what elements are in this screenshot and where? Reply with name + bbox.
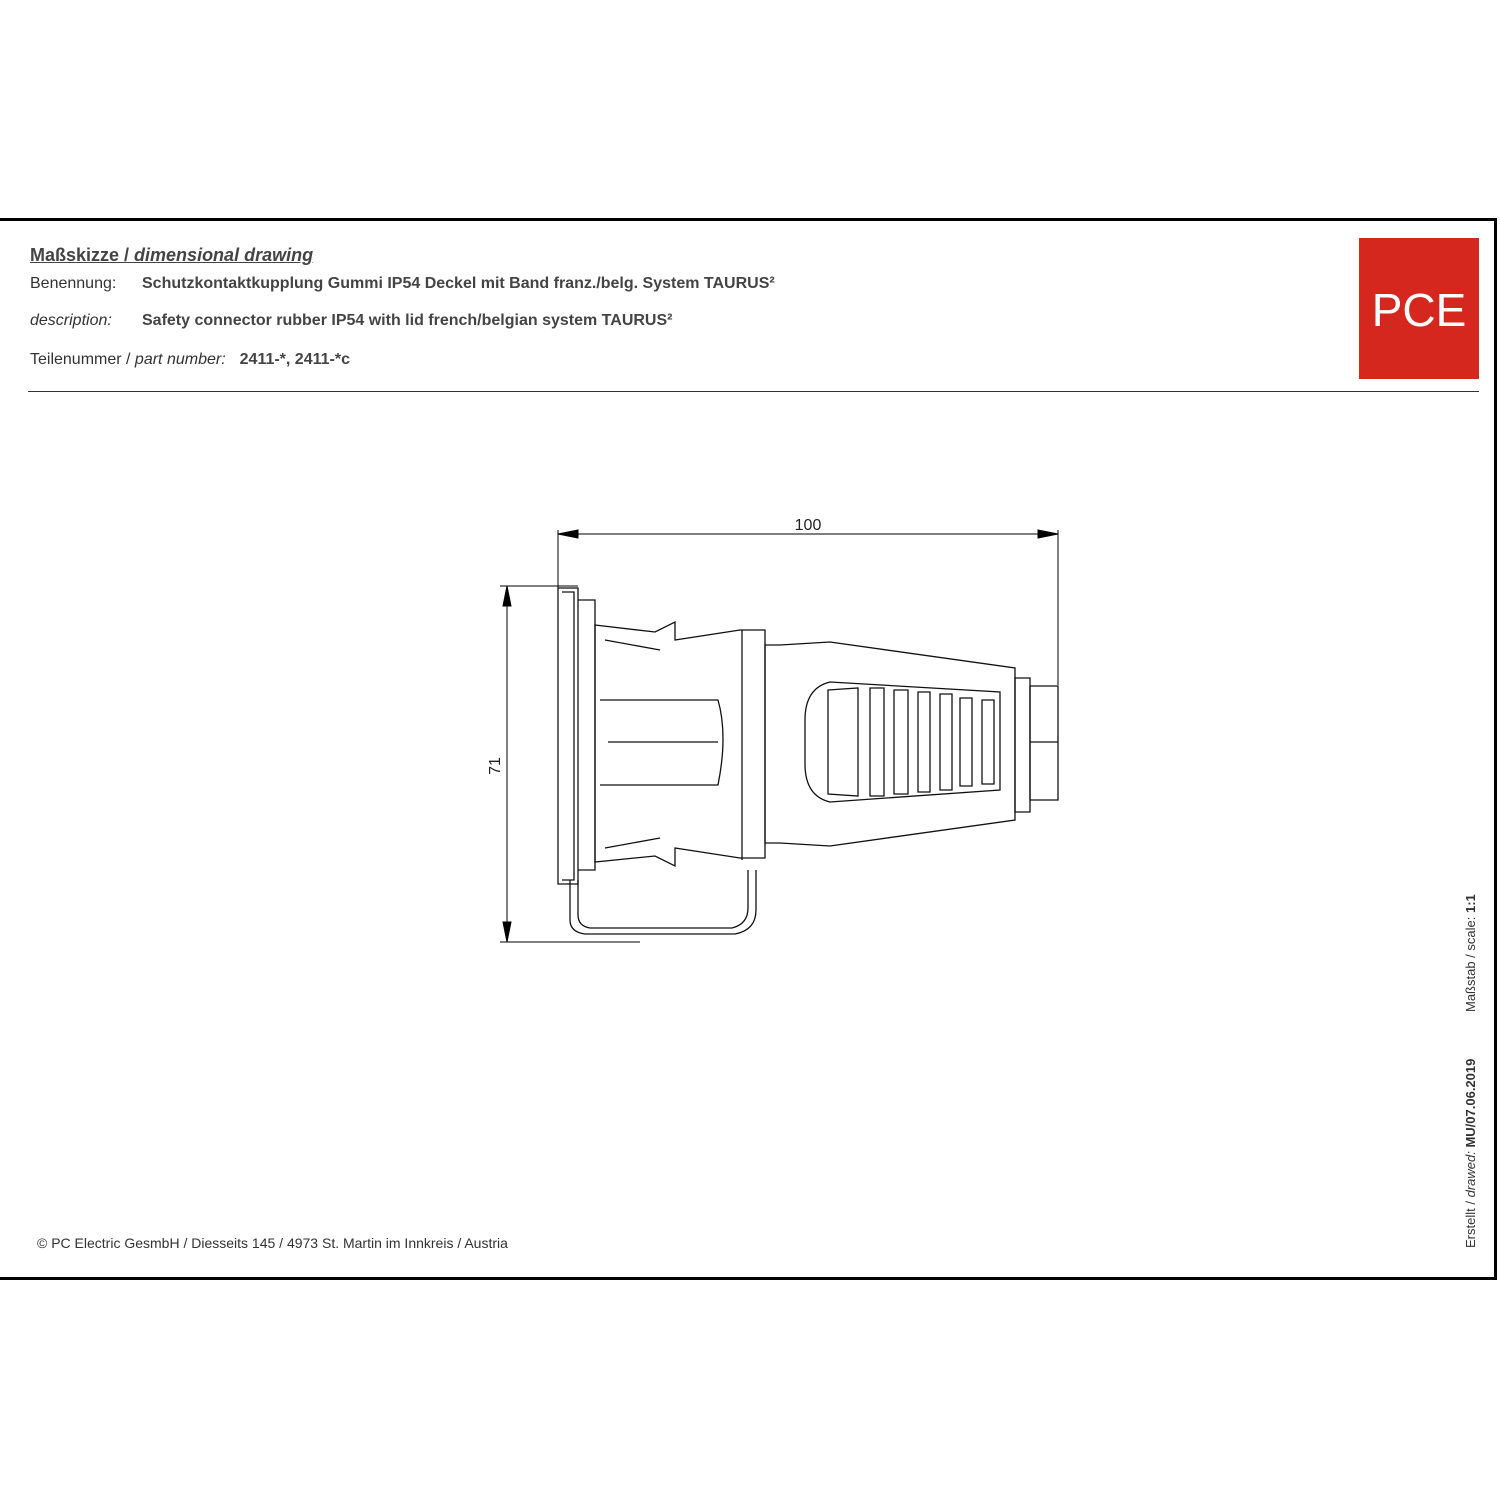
part-label-english: part number: [134, 351, 226, 368]
height-dimension-label: 71 [487, 757, 504, 775]
scale-text [1463, 894, 1478, 1012]
socket-body [595, 622, 765, 866]
drawn-by-text [1463, 1059, 1478, 1248]
title-german: Maßskizze / [30, 245, 135, 265]
width-arrow-right [1038, 530, 1058, 538]
description-value: Safety connector rubber IP54 with lid french/belgian system TAURUS² [142, 312, 673, 329]
lid-band-lines [605, 640, 660, 848]
part-number-value: 2411-*, 2411-*c [239, 351, 350, 368]
height-arrow-bottom [503, 922, 511, 942]
title-english: dimensional drawing [134, 245, 314, 265]
drawn-value: MU/07.06.2019 [1463, 1058, 1478, 1148]
name-label: Benennung: [30, 275, 117, 292]
face-plate-inner [562, 592, 574, 880]
lid-strap-inner [578, 870, 748, 928]
cable-gland [1030, 686, 1058, 800]
side-info [1451, 0, 1476, 1500]
width-arrow-left [558, 530, 578, 538]
pce-logo-text: PCE [1371, 283, 1467, 334]
drawn-label: drawed: [1463, 1151, 1478, 1198]
name-value: Schutzkontaktkupplung Gummi IP54 Deckel mit Band franz./belg. System TAURUS² [142, 275, 775, 292]
part-label-german: Teilenummer / [30, 351, 135, 368]
connector-outline [558, 588, 1058, 934]
width-dimension-label: 100 [794, 517, 822, 534]
scale-value: 1:1 [1463, 894, 1478, 913]
cable-collar [1015, 678, 1030, 812]
grip-sleeve [765, 642, 1015, 846]
grip-ribs [828, 688, 994, 796]
description-label: description: [30, 312, 112, 329]
lid-strap [570, 870, 756, 934]
grip-panel [805, 682, 1000, 802]
face-plate [558, 588, 578, 884]
copyright-footer: © PC Electric GesmbH / Diesseits 145 / 4973 St. Martin im Innkreis / Austria [37, 1235, 508, 1251]
face-ring [578, 600, 595, 870]
height-arrow-top [503, 586, 511, 606]
scale-label: Maßstab / scale: [1463, 916, 1478, 1012]
created-label: Erstellt / [1463, 1197, 1478, 1248]
